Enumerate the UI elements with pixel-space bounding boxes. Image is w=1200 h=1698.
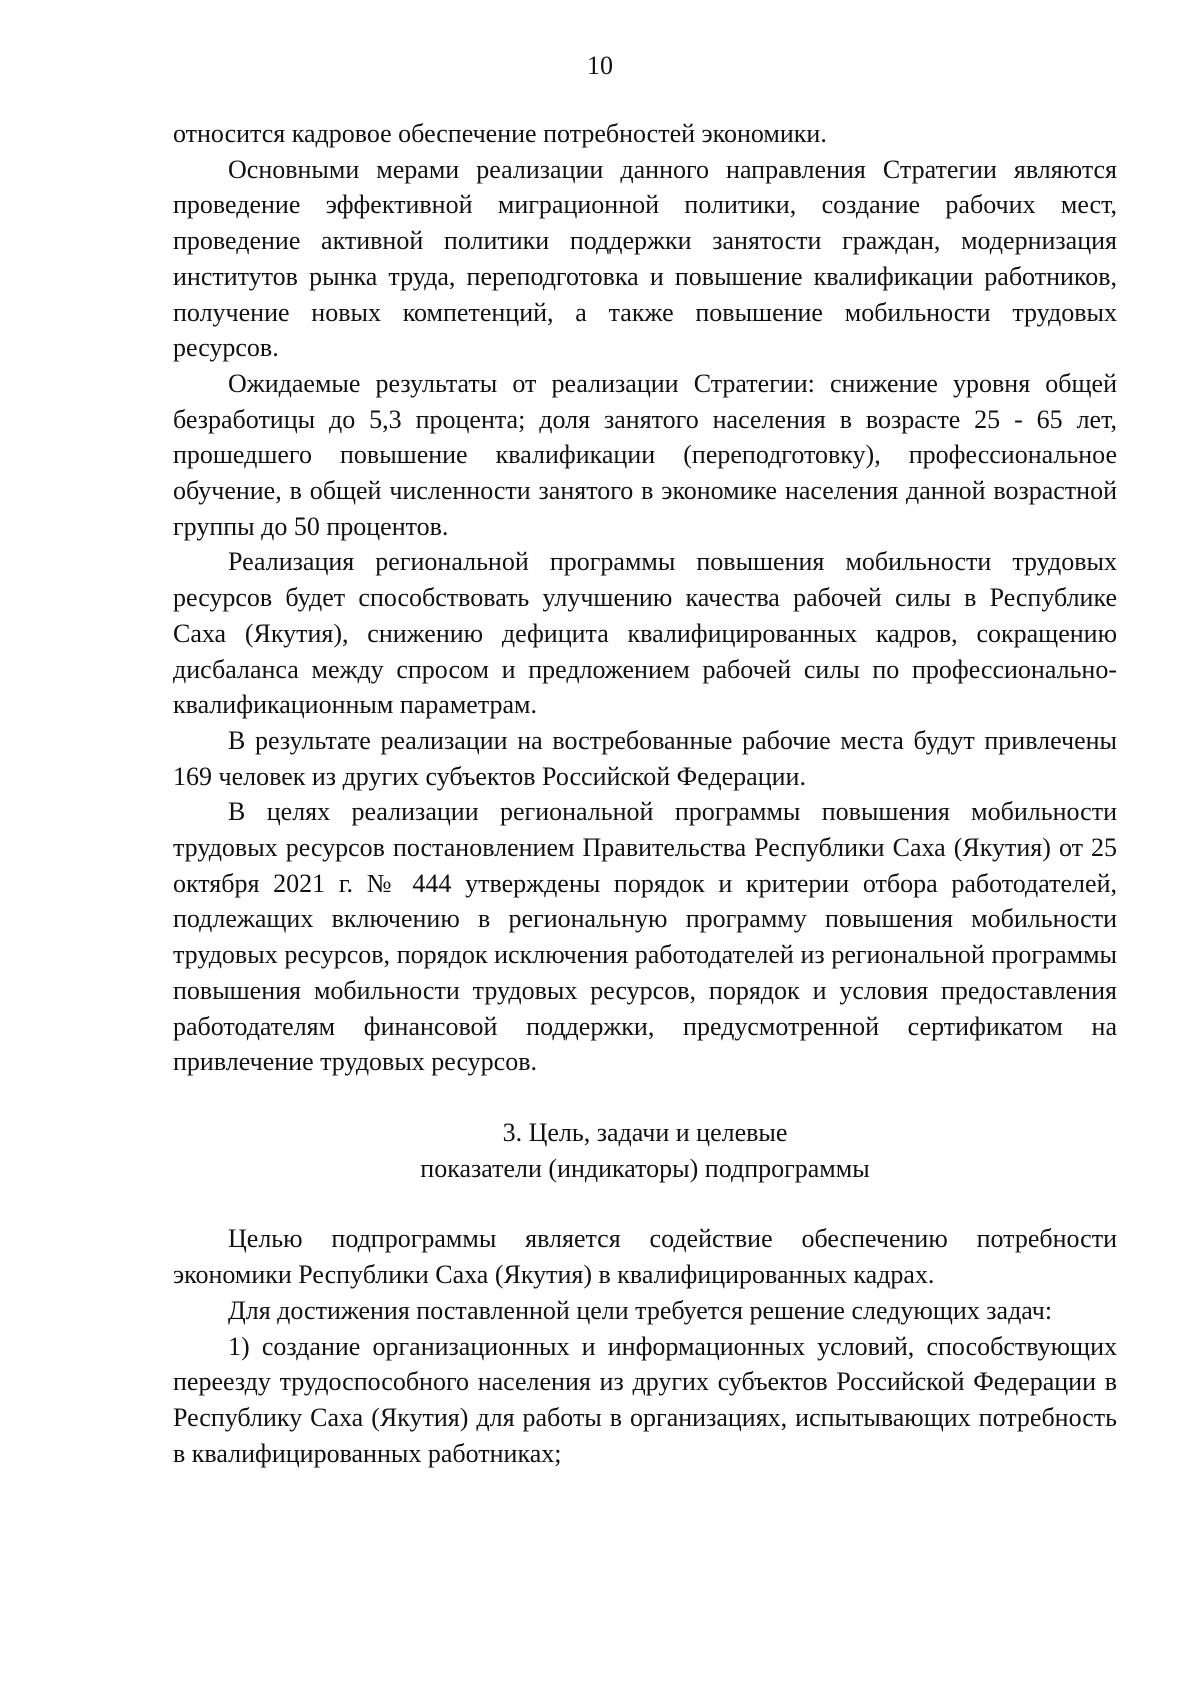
section-heading-line-2: показатели (индикаторы) подпрограммы <box>420 1153 870 1183</box>
document-body <box>173 116 1117 1471</box>
paragraph-subprogram-goal: Целью подпрограммы является содействие обеспечению потребности экономики Республики Саха (Якутия) в квалифицированных кадрах. <box>173 1224 1117 1290</box>
paragraph-regional-program: Реализация региональной программы повышения мобильности трудовых ресурсов будет способствовать улучшению качества рабочей силы в Республике Саха (Якутия), снижению дефицита квалифицированных кадров, сокращению дисбаланса между спросом и предложением рабочей силы по профессионально-квалификационным параметрам. <box>173 547 1117 720</box>
paragraph-expected-results: Ожидаемые результаты от реализации Стратегии: снижение уровня общей безработицы до 5,3 процента; доля занятого населения в возрасте 25 - 65 лет, прошедшего повышение квалификации (переподготовку), профессиональное обучение, в общей численности занятого в экономике населения данной возрастной группы до 50 процентов. <box>173 368 1117 541</box>
paragraph-main-measures: Основными мерами реализации данного направления Стратегии являются проведение эффективной миграционной политики, создание рабочих мест, проведение активной политики поддержки занятости граждан, модернизация институтов рынка труда, переподготовка и повышение квалификации работников, получение новых компетенций, а также повышение мобильности трудовых ресурсов. <box>173 154 1117 363</box>
section-heading <box>173 1115 1117 1186</box>
paragraph-task-1: 1) создание организационных и информационных условий, способствующих переезду трудоспособного населения из других субъектов Российской Федерации в Республику Саха (Якутия) для работы в организациях, испытывающих потребность в квалифицированных работниках; <box>173 1331 1117 1468</box>
paragraph-government-resolution: В целях реализации региональной программы повышения мобильности трудовых ресурсов постановлением Правительства Республики Саха (Якутия) от 25 октября 2021 г. № 444 утверждены порядок и критерии отбора работодателей, подлежащих включению в региональную программу повышения мобильности трудовых ресурсов, порядок исключения работодателей из региональной программы повышения мобильности трудовых ресурсов, порядок и условия предоставления работодателям финансовой поддержки, предусмотренной сертификатом на привлечение трудовых ресурсов. <box>173 797 1117 1077</box>
paragraph-tasks-intro: Для достижения поставленной цели требуется решение следующих задач: <box>228 1295 1053 1325</box>
page-number: 10 <box>587 51 613 80</box>
paragraph-result-relocation: В результате реализации на востребованные рабочие места будут привлечены 169 человек из других субъектов Российской Федерации. <box>173 725 1117 791</box>
paragraph-continuation: относится кадровое обеспечение потребностей экономики. <box>173 119 827 148</box>
section-heading-line-1: 3. Цель, задачи и целевые <box>502 1117 788 1147</box>
